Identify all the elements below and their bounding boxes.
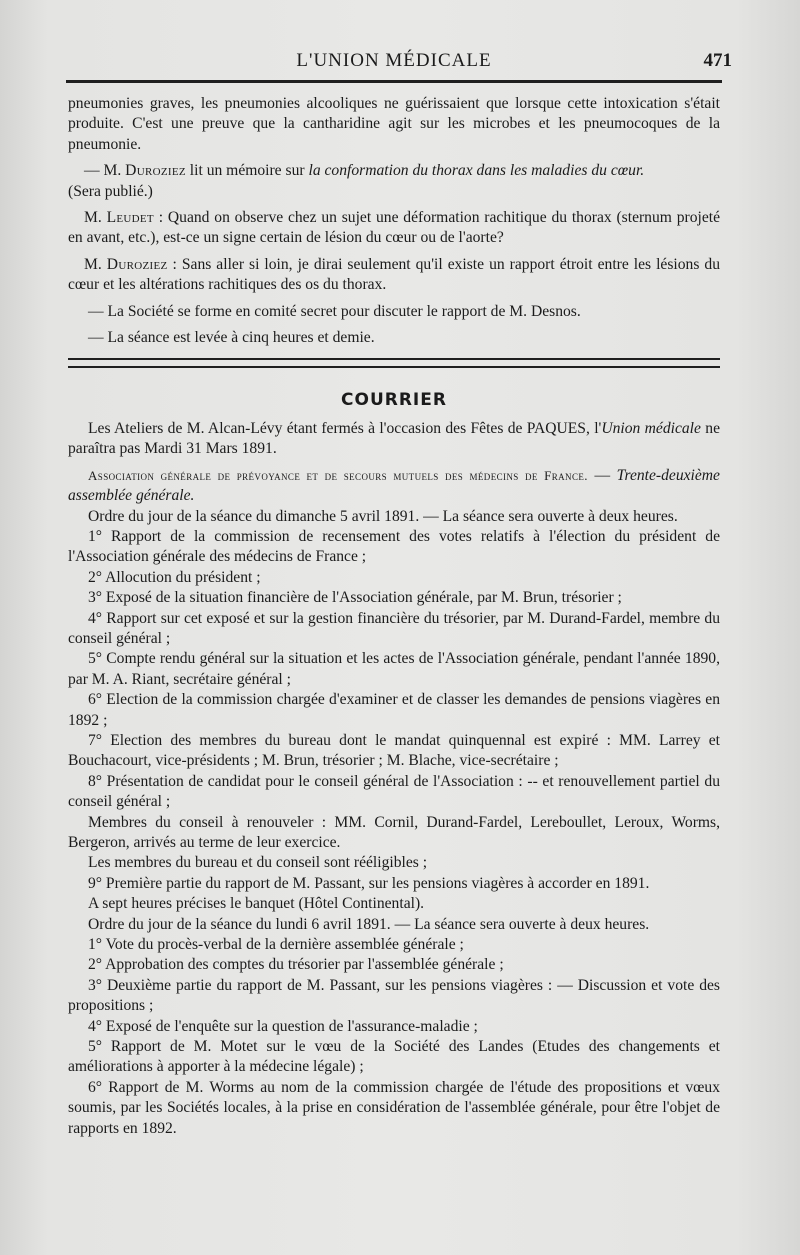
- closure-notice: [68, 419, 720, 460]
- day1-item: 7° Election des membres du bureau dont le mandat quinquennal est expiré : MM. Larrey et Bouchacourt, vice-présidents ; M. Brun, trésorier ; M. Blache, vice-secrétaire ;: [68, 731, 720, 770]
- day1-item: 3° Exposé de la situation financière de l'Association générale, par M. Brun, trésorier ;: [88, 589, 622, 607]
- closure-notice-a: Les Ateliers de M. Alcan-Lévy étant fermés à l'occasion des Fêtes de PAQUES, l': [88, 419, 602, 437]
- page-text: [68, 94, 720, 1139]
- p2-lead: — M.: [84, 162, 122, 180]
- day2-item: 2° Approbation des comptes du trésorier par l'assemblée générale ;: [88, 956, 504, 974]
- p3-lead: M.: [84, 209, 102, 227]
- journal-name: Union médicale: [601, 419, 701, 437]
- assembly-subtitle: Trente-deuxième assemblée générale.: [68, 466, 720, 505]
- page-number: 471: [703, 50, 732, 71]
- day2-item: 1° Vote du procès-verbal de la dernière assemblée générale ;: [88, 936, 464, 954]
- section-double-rule: [68, 358, 720, 368]
- day2-item: 5° Rapport de M. Motet sur le vœu de la Société des Landes (Etudes des changements et améliorations à apporter à la médecine légale) ;: [68, 1038, 720, 1076]
- association-dash: —: [594, 466, 611, 484]
- courrier-title: COURRIER: [341, 390, 447, 411]
- memoir-title: la conformation du thorax dans les maladies du cœur.: [308, 162, 645, 180]
- speaker-leudet: Leudet: [106, 209, 154, 227]
- day1-item: 8° Présentation de candidat pour le conseil général de l'Association : -- et renouvellement partiel du conseil général ;: [68, 772, 720, 811]
- header-rule: [66, 80, 722, 83]
- speaker-duroziez-reply: Duroziez: [106, 255, 168, 273]
- day1-item: 4° Rapport sur cet exposé et sur la gestion financière du trésorier, par M. Durand-Fardel, membre du conseil général ;: [68, 609, 720, 647]
- day1-item: Les membres du bureau et du conseil sont rééligibles ;: [88, 854, 428, 872]
- p2-text: lit un mémoire sur: [189, 162, 305, 180]
- running-title: L'UNION MÉDICALE: [296, 50, 492, 71]
- association-name: Association générale de prévoyance et de secours mutuels des médecins de France.: [88, 467, 588, 483]
- society-paragraph-3: [68, 208, 720, 249]
- day2-item: 6° Rapport de M. Worms au nom de la commission chargée de l'étude des propositions et vœux soumis, par les Sociétés locales, à la prise en considération de l'assemblée générale, pour être l'objet de rapports en 1892.: [68, 1078, 720, 1137]
- society-paragraph-5: — La Société se forme en comité secret pour discuter le rapport de M. Desnos.: [88, 302, 581, 320]
- day1-item: Membres du conseil à renouveler : MM. Cornil, Durand-Fardel, Lereboullet, Leroux, Worms, Bergeron, arrivés au terme de leur exercice.: [68, 813, 720, 851]
- day1-item: 1° Rapport de la commission de recensement des votes relatifs à l'élection du président de l'Association générale des médecins de France ;: [68, 527, 720, 566]
- p2-tail: (Sera publié.): [68, 182, 153, 200]
- day2-item: 3° Deuxième partie du rapport de M. Passant, sur les pensions viagères : — Discussion et vote des propositions ;: [68, 976, 720, 1015]
- association-heading: [68, 466, 720, 507]
- closure-notice-b: ne paraîtra pas Mardi 31 Mars 1891.: [68, 419, 720, 458]
- day2-item: 4° Exposé de l'enquête sur la question de l'assurance-maladie ;: [88, 1017, 478, 1035]
- day1-item: 6° Election de la commission chargée d'examiner et de classer les demandes de pensions viagères en 1892 ;: [68, 691, 720, 729]
- p3-text: : Quand on observe chez un sujet une déformation rachitique du thorax (sternum projeté en avant, etc.), est-ce un signe certain de lésion du cœur ou de l'aorte?: [68, 209, 720, 247]
- society-paragraph-2: [68, 161, 720, 202]
- day1-item: 2° Allocution du président ;: [88, 568, 261, 586]
- society-paragraph-4: [68, 255, 720, 296]
- day1-item: 5° Compte rendu général sur la situation et les actes de l'Association générale, pendant l'année 1890, par M. A. Riant, secrétaire général ;: [68, 650, 720, 688]
- p4-lead: M.: [84, 255, 102, 273]
- speaker-duroziez: Duroziez: [125, 162, 186, 180]
- running-head: [68, 50, 732, 80]
- society-paragraph-6: — La séance est levée à cinq heures et demie.: [88, 329, 375, 347]
- day1-item: 9° Première partie du rapport de M. Passant, sur les pensions viagères à accorder en 1891.: [88, 874, 650, 892]
- day2-order: Ordre du jour de la séance du lundi 6 avril 1891. — La séance sera ouverte à deux heures.: [88, 915, 650, 933]
- day1-order: Ordre du jour de la séance du dimanche 5 avril 1891. — La séance sera ouverte à deux heures.: [88, 507, 678, 525]
- day1-item: A sept heures précises le banquet (Hôtel Continental).: [88, 895, 425, 913]
- society-paragraph-1: pneumonies graves, les pneumonies alcooliques ne guérissaient que lorsque cette intoxication s'était produite. C'est une preuve que la cantharidine agit sur les microbes et les pneumocoques de la pneumonie.: [68, 95, 720, 153]
- p4-text: : Sans aller si loin, je dirai seulement qu'il existe un rapport étroit entre les lésions du cœur et les altérations rachitiques des os du thorax.: [68, 255, 720, 294]
